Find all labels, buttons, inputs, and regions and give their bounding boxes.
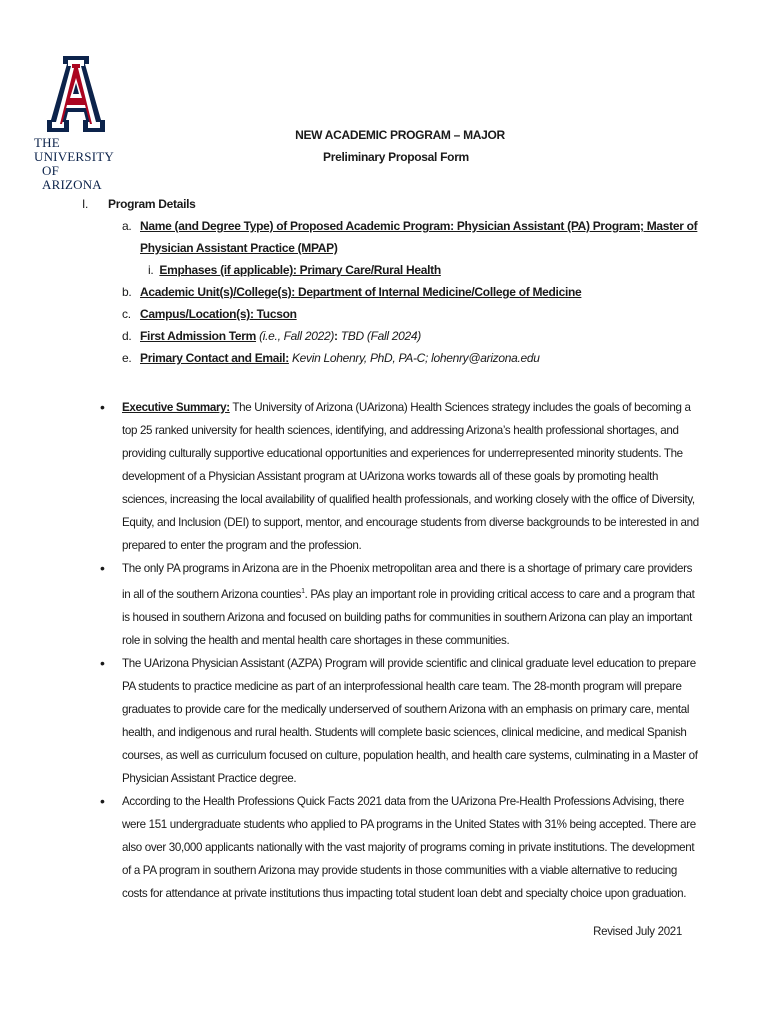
azpa-program-text: The UArizona Physician Assistant (AZPA) Program will provide scientific and clinical graduate level education to prepare PA students to practice medicine as part of an interprofessional health care team. The 28-month program will prepare graduates to provide care for the medically underserved of southern Arizona with an emphasis on primary care, mental health, and indigenous and rural health. Students will complete basic sciences, clinical medicine, and medical Spanish courses, as well as curriculum focused on culture, population health, and health care systems, culminating in a Master of Physician Assistant Practice degree. [122, 656, 698, 785]
item-numeral: i. [148, 263, 154, 277]
footnote-marker: 1 [301, 588, 305, 595]
admission-term-colon: : [334, 329, 338, 343]
wordmark-line-2: OF ARIZONA [42, 163, 102, 192]
executive-summary-text: The University of Arizona (UArizona) Health Sciences strategy includes the goals of becoming a top 25 ranked university for health sciences, identifying, and addressing Arizona’s health professional shortages, and providing culturally supportive educational opportunities and experiences for underrepresented minority students. The development of a Physician Assistant program at UArizona works towards all of these goals by promoting health sciences, increasing the local availability of qualified health professionals, and working closely with the office of Diversity, Equity, and Inclusion (DEI) to support, mentor, and encourage students from diverse backgrounds to be interested in and prepared to enter the program and the profession. [122, 401, 699, 552]
bullet-icon: • [100, 654, 105, 671]
document-title: NEW ACADEMIC PROGRAM – MAJOR [295, 128, 505, 142]
list-item-e [82, 347, 702, 369]
item-letter: e. [122, 351, 132, 365]
revision-date: Revised July 2021 [593, 926, 682, 938]
list-item-a [82, 215, 702, 259]
list-item-b [82, 281, 702, 303]
emphases: Emphases (if applicable): Primary Care/Rural Health [159, 263, 441, 277]
quick-facts-text: According to the Health Professions Quick Facts 2021 data from the UArizona Pre-Health Professions Advising, there were 151 undergraduate students who applied to PA programs in the United States with 31% being accepted. There are also over 30,000 applicants nationally with the vast majority of programs coming in private institutions. The development of a PA program in southern Arizona may provide students in those communities with a viable alternative to reducing costs for attendance at private institutions thus impacting total student loan debt and specialty choice upon graduation. [122, 794, 696, 900]
block-a-logo-icon [47, 56, 105, 132]
program-name: Name (and Degree Type) of Proposed Academic Program: Physician Assistant (PA) Program; Master of Physician Assistant Practice (MPAP) [140, 219, 698, 255]
admission-term-label: First Admission Term [140, 329, 257, 343]
document-subtitle: Preliminary Proposal Form [323, 150, 469, 164]
bullet-icon: • [100, 560, 105, 576]
primary-contact-value: Kevin Lohenry, PhD, PA-C; lohenry@arizona.edu [288, 351, 540, 365]
list-item-a-i [148, 259, 702, 281]
executive-summary-label: Executive Summary: [122, 401, 230, 414]
item-letter: c. [122, 307, 131, 321]
primary-contact-label: Primary Contact and Email: [140, 351, 289, 365]
admission-term-value: TBD (Fall 2024) [337, 329, 421, 343]
pa-programs-text-1: The only PA programs in Arizona are in the Phoenix metropolitan area and there is a shortage of primary care providers in all of the southern Arizona counties [122, 562, 693, 601]
summary-bullets [100, 396, 700, 905]
section-title: Program Details [108, 197, 196, 211]
academic-unit: Academic Unit(s)/College(s): Department of Internal Medicine/College of Medicine [140, 285, 582, 299]
bullet-quick-facts [100, 790, 700, 905]
campus-location: Campus/Location(s): Tucson [140, 307, 297, 321]
section-heading [82, 193, 702, 215]
section-number: I. [82, 197, 89, 211]
item-letter: d. [122, 329, 132, 343]
bullet-icon: • [100, 792, 105, 809]
wordmark-line-1: THE UNIVERSITY [34, 135, 114, 164]
bullet-icon: • [100, 399, 105, 415]
bullet-azpa-program [100, 652, 700, 790]
list-item-c [82, 303, 702, 325]
program-details-section [82, 193, 702, 369]
bullet-pa-programs [100, 557, 700, 652]
document-header [0, 124, 770, 168]
item-letter: b. [122, 285, 132, 299]
list-item-d [82, 325, 702, 347]
admission-term-hint: (i.e., Fall 2022) [259, 329, 335, 343]
pa-programs-text-2: . PAs play an important role in providing critical access to care and a program that is housed in southern Arizona and focused on building paths for communities in southern Arizona can play an important role in solving the health and mental health care shortages in these communities. [122, 587, 695, 647]
item-letter: a. [122, 219, 132, 233]
bullet-executive-summary [100, 396, 700, 557]
